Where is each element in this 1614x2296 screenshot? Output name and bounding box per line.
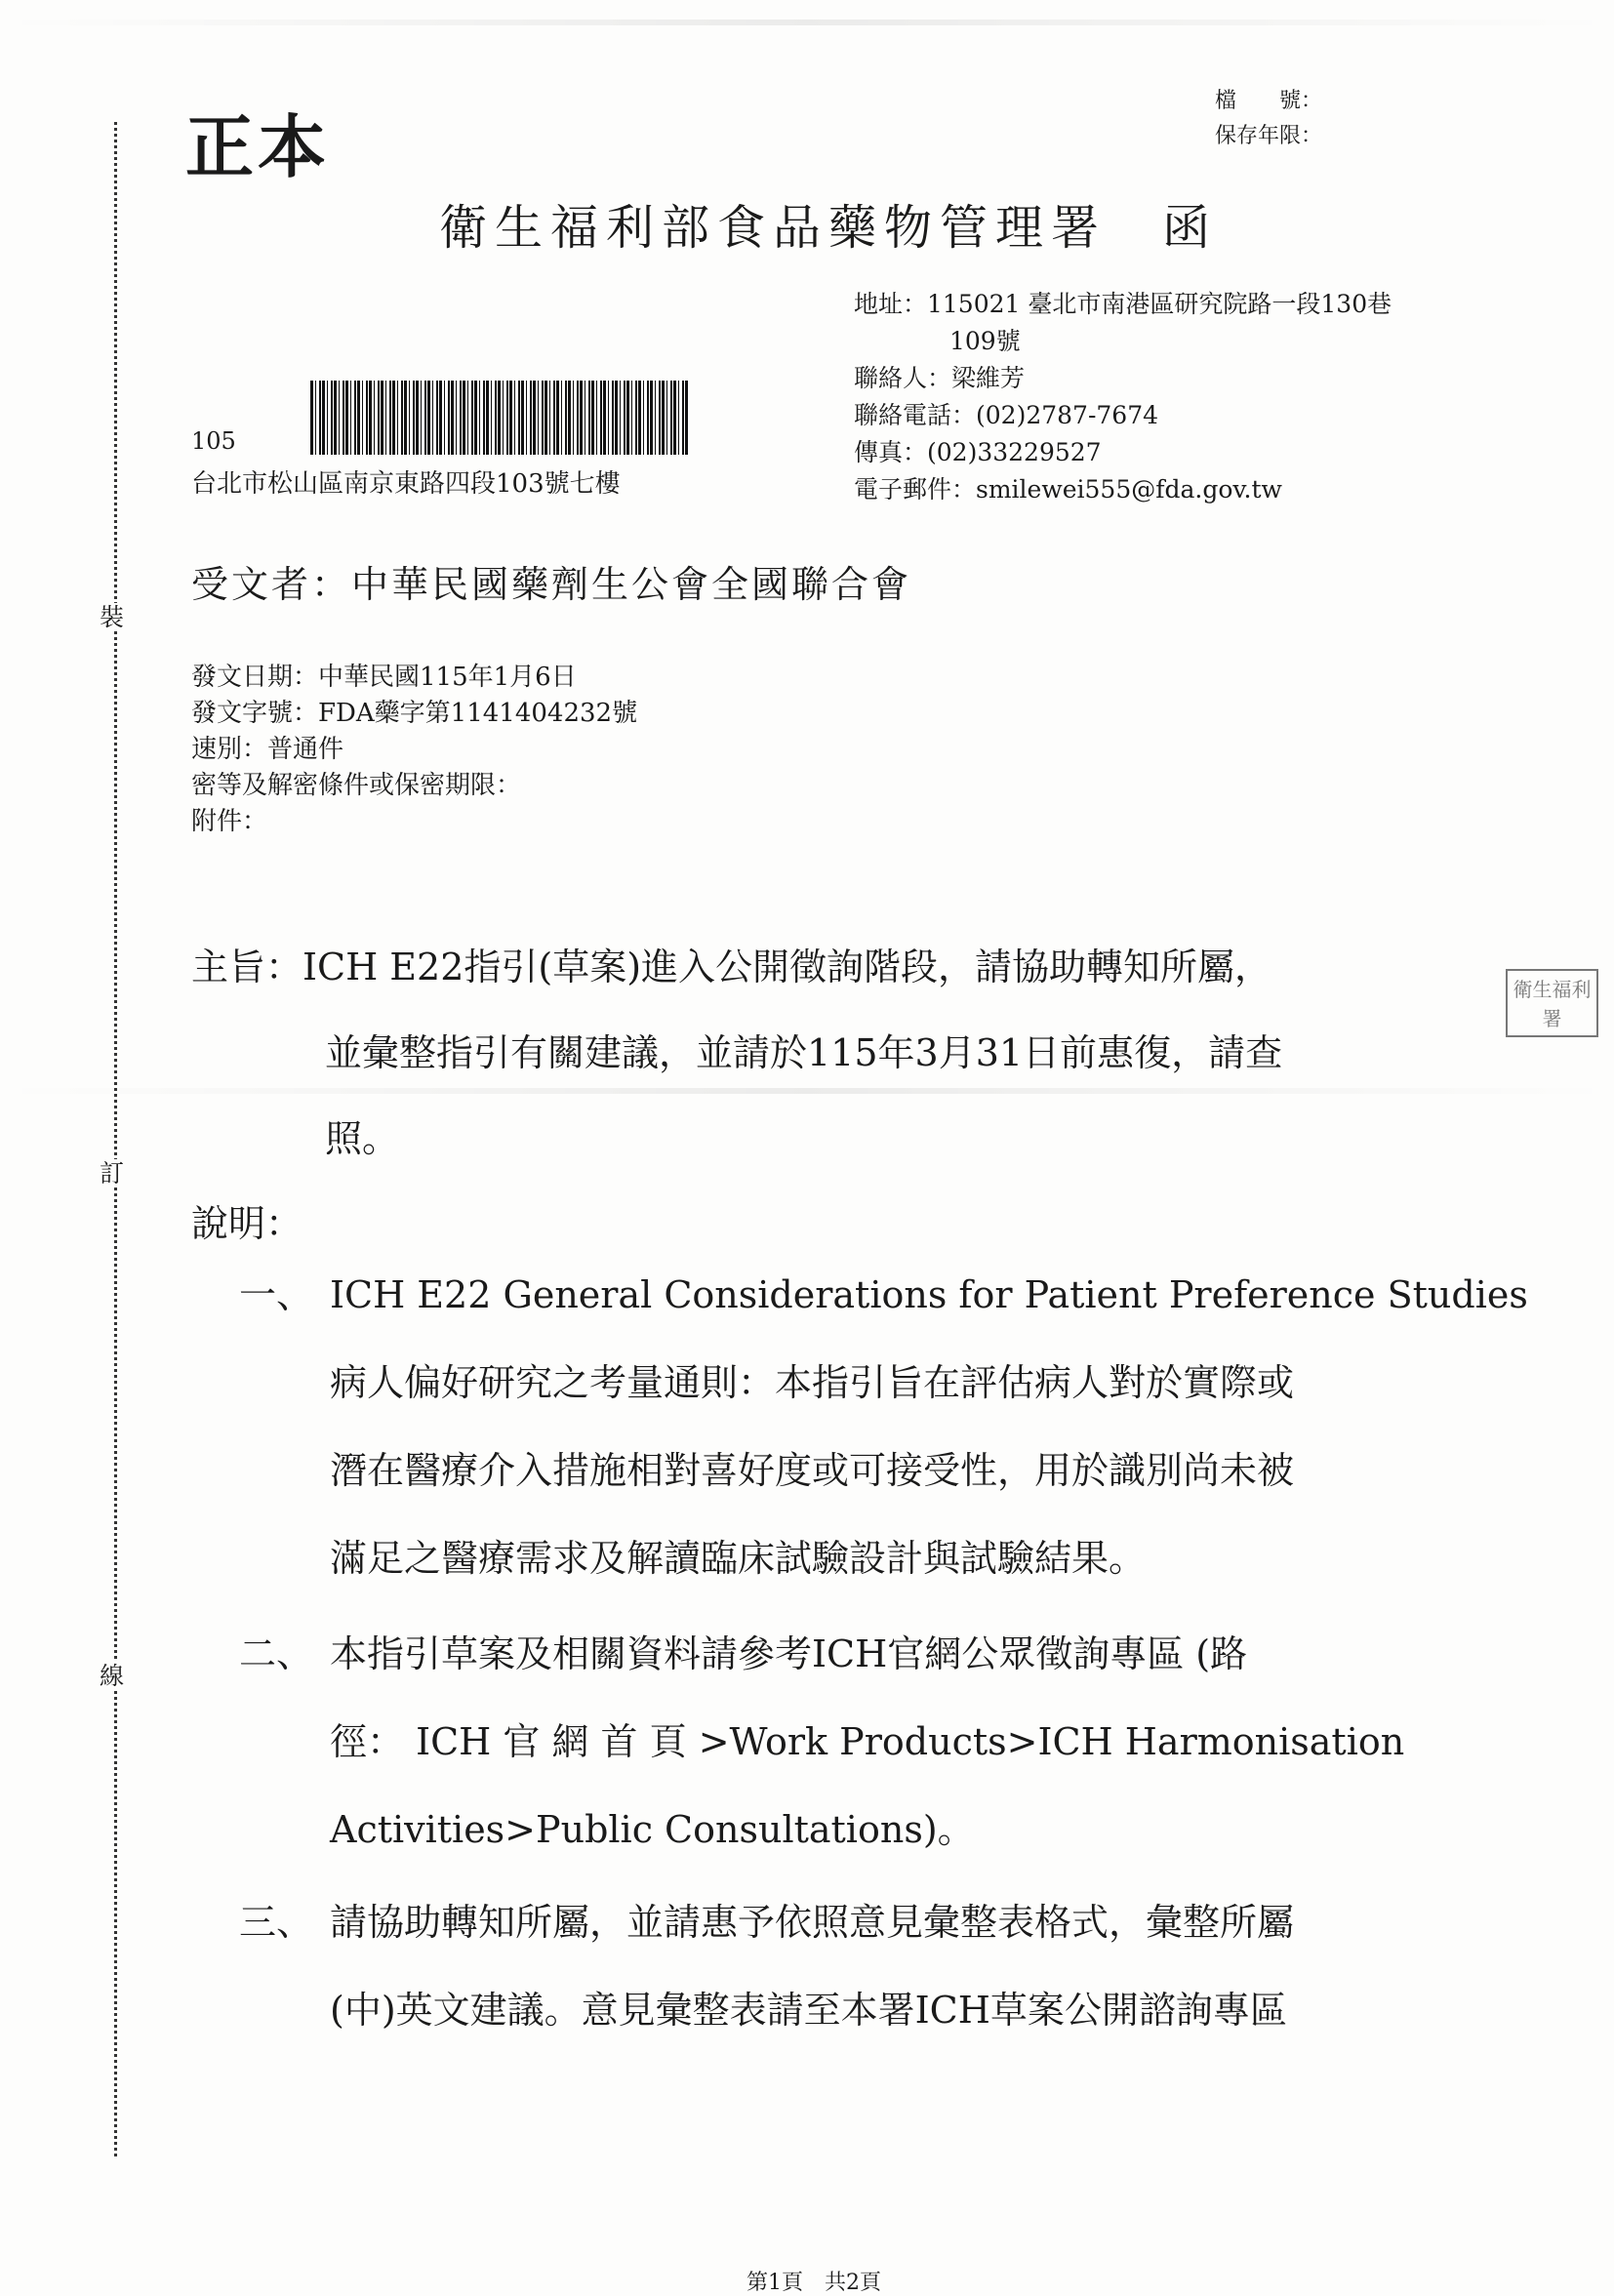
item-line: ICH E22 General Considerations for Patient Preference Studies	[330, 1273, 1528, 1316]
scan-noise-top	[0, 20, 1614, 25]
retention-period-label: 保存年限：	[1215, 124, 1323, 148]
file-number-label: 檔 號：	[1215, 89, 1323, 113]
barcode	[310, 381, 689, 455]
binding-char-ding: 訂	[100, 1159, 125, 1188]
item-line: 徑： ICH 官 網 首 頁 >Work Products>ICH Harmonisation	[330, 1720, 1405, 1763]
item-line: 滿足之醫療需求及解讀臨床試驗設計與試驗結果。	[330, 1537, 1147, 1580]
item-number: 二、	[239, 1632, 314, 1675]
binding-char-zhuang: 裝	[100, 603, 125, 631]
item-number: 三、	[239, 1901, 314, 1944]
contact-block	[854, 286, 1392, 508]
copy-label: 正本	[185, 106, 330, 187]
contact-person: 聯絡人：梁維芳	[854, 364, 1026, 392]
binding-line	[114, 122, 117, 2156]
issue-date: 發文日期：中華民國115年1月6日	[191, 663, 577, 692]
item-line: 本指引草案及相關資料請參考ICH官網公眾徵詢專區 (路	[330, 1632, 1248, 1675]
item-number: 一、	[239, 1273, 314, 1316]
item-line: (中)英文建議。意見彙整表請至本署ICH草案公開諮詢專區	[330, 1989, 1287, 2032]
explanation-item-3	[239, 1878, 1469, 2054]
item-line: 病人偏好研究之考量通則：本指引旨在評估病人對於實際或	[330, 1361, 1295, 1404]
subject-line: 並彙整指引有關建議，並請於115年3月31日前惠復，請查	[325, 1031, 1283, 1074]
document-title: 衛生福利部食品藥物管理署 函	[439, 200, 1219, 256]
address-line2: 109號	[949, 327, 1021, 355]
explanation-item-2	[239, 1610, 1469, 1873]
secrecy-level: 密等及解密條件或保密期限：	[191, 771, 522, 800]
attachment: 附件：	[191, 807, 268, 836]
speed-class: 速別：普通件	[191, 735, 344, 764]
contact-fax: 傳真：(02)33229527	[854, 438, 1102, 466]
item-line: Activities>Public Consultations)。	[330, 1808, 975, 1851]
filing-info	[1215, 84, 1322, 154]
issue-number: 發文字號：FDA藥字第1141404232號	[191, 699, 638, 728]
postal-code: 105	[191, 427, 236, 455]
recipient: 受文者：中華民國藥劑生公會全國聯合會	[191, 563, 912, 606]
page-footer: 第1頁 共2頁	[746, 2271, 881, 2295]
contact-phone: 聯絡電話：(02)2787-7674	[854, 401, 1159, 429]
document-meta	[191, 660, 637, 840]
explanation-heading: 說明：	[191, 1202, 303, 1245]
contact-email: 電子郵件：smilewei555@fda.gov.tw	[854, 475, 1282, 504]
subject-line: 照。	[325, 1117, 400, 1160]
seal-stamp-text: 衛生福利 署	[1513, 978, 1592, 1030]
subject-line: 主旨：ICH E22指引(草案)進入公開徵詢階段，請協助轉知所屬，	[191, 946, 1272, 988]
recipient-address: 台北市松山區南京東路四段103號七樓	[191, 469, 621, 499]
address-line1: 地址：115021 臺北市南港區研究院路一段130巷	[854, 290, 1392, 318]
item-line: 請協助轉知所屬，並請惠予依照意見彙整表格式，彙整所屬	[330, 1901, 1295, 1944]
explanation-item-1	[239, 1251, 1528, 1602]
seal-stamp	[1506, 969, 1598, 1037]
subject-block	[191, 924, 1470, 1182]
item-line: 潛在醫療介入措施相對喜好度或可接受性，用於識別尚未被	[330, 1449, 1295, 1492]
binding-char-xian: 線	[100, 1662, 125, 1690]
